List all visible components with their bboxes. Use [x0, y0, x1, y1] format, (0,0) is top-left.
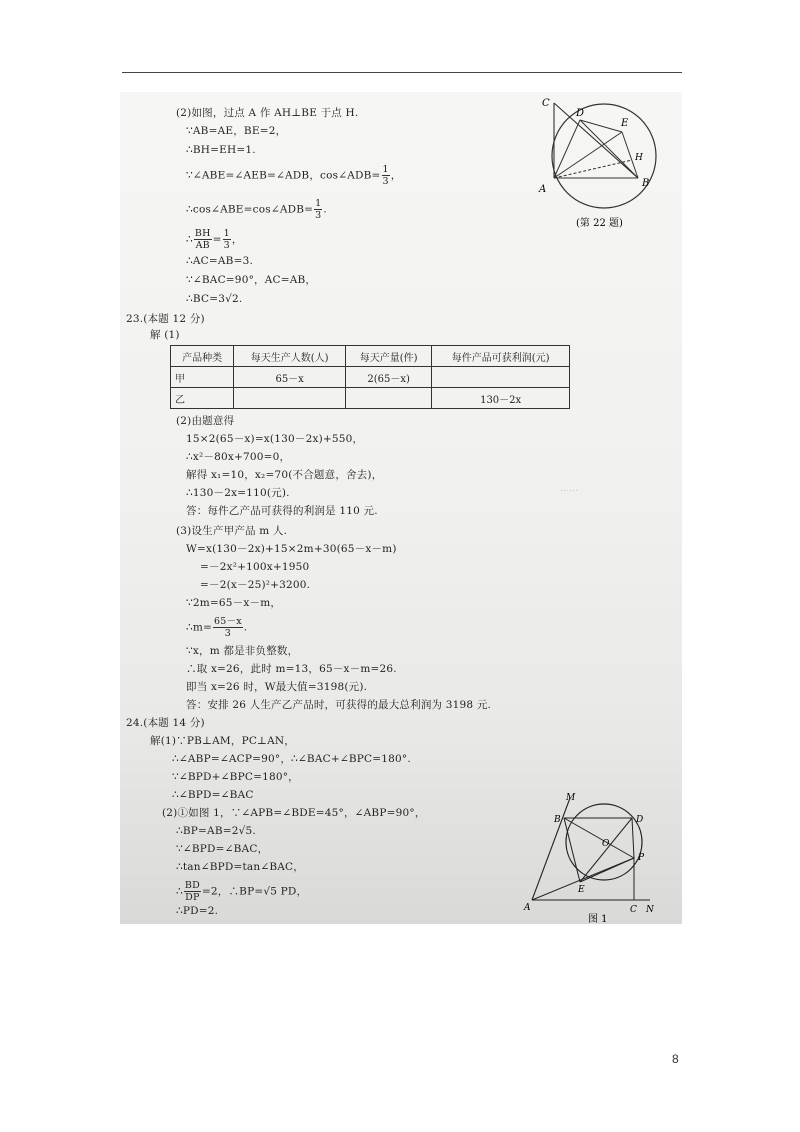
- p22-line: ∴AC=AB=3.: [186, 255, 254, 267]
- fig1-label: A: [524, 903, 531, 913]
- p22-line: (2)如图，过点 A 作 AH⊥BE 于点 H.: [176, 107, 359, 119]
- q24-header: 24.(本题 14 分): [126, 717, 205, 729]
- table-cell: 乙: [171, 388, 234, 409]
- p22-text: ∵∠ABE=∠AEB=∠ADB，cos∠ADB=: [186, 169, 381, 182]
- q23-line: 答：每件乙产品可获得的利润是 110 元.: [186, 505, 378, 517]
- table-cell: 130－2x: [432, 388, 570, 409]
- q23-solution-label: 解 (1): [150, 329, 180, 341]
- q23-line: 答：安排 26 人生产乙产品时，可获得的最大总利润为 3198 元.: [186, 699, 492, 711]
- q24-line: 解(1)∵PB⊥AM，PC⊥AN，: [150, 735, 296, 747]
- fig1-label: M: [566, 793, 576, 803]
- fig1-label: O: [602, 839, 610, 849]
- q23-line: 即当 x=26 时，W最大值=3198(元).: [186, 681, 368, 693]
- figure-problem-22: [534, 98, 674, 248]
- fraction: $\frac{1}{3}$: [382, 164, 389, 187]
- q23-line: ∵x，m 都是非负整数，: [186, 645, 299, 657]
- table-cell: [432, 367, 570, 388]
- table-cell: [234, 388, 346, 409]
- q24-line: ∵∠BPD+∠BPC=180°，: [172, 771, 299, 783]
- table-header-cell: 产品种类: [171, 346, 234, 367]
- q24-line: ∴PD=2.: [176, 905, 219, 917]
- fig22-label: C: [542, 98, 550, 109]
- fig1-caption: 图 1: [588, 914, 608, 924]
- fig22-label: E: [621, 118, 629, 129]
- q24-line: ∴BP=AB=2√5.: [176, 825, 256, 837]
- q24-line: ∴∠BPD=∠BAC: [172, 789, 254, 801]
- table-cell: [346, 388, 432, 409]
- p22-line: ∴cos∠ABE=cos∠ADB= $\frac{1}{3}$ .: [186, 198, 327, 221]
- q23-line: ∴m= $\frac{65-x}{3}$ .: [186, 616, 248, 639]
- fraction: $\frac{65-x}{3}$: [214, 616, 242, 639]
- table-cell: 2(65－x): [346, 367, 432, 388]
- q23-line: =－2x²+100x+1950: [200, 561, 310, 573]
- q23-line: ∴130－2x=110(元).: [186, 487, 290, 499]
- bleed-through-text: ……: [560, 484, 578, 494]
- q23-line: ∴取 x=26，此时 m=13，65－x－m=26.: [186, 663, 397, 675]
- q23-line: 解得 x₁=10，x₂=70(不合题意，舍去)，: [186, 469, 383, 481]
- fig1-label: D: [636, 815, 644, 825]
- q23-line: ∴x²－80x+700=0，: [186, 451, 291, 463]
- p22-line: ∵∠ABE=∠AEB=∠ADB，cos∠ADB= $\frac{1}{3}$ ，: [186, 164, 402, 187]
- q23-line: 15×2(65－x)=x(130－2x)+550，: [186, 433, 364, 445]
- table-header-cell: 每天产量(件): [346, 346, 432, 367]
- q23-line: (3)设生产甲产品 m 人.: [176, 525, 288, 537]
- fig1-label: E: [578, 885, 585, 895]
- q23-header: 23.(本题 12 分): [126, 313, 205, 325]
- fig1-label: C: [630, 905, 637, 915]
- fraction: $\frac{1}{3}$: [223, 228, 230, 251]
- page-number: 8: [672, 1052, 679, 1066]
- p22-line: ∴ $\frac{BH}{AB}$ = $\frac{1}{3}$ ，: [186, 228, 243, 251]
- fig22-label: B: [642, 178, 650, 189]
- fig22-caption: (第 22 题): [576, 218, 623, 229]
- q23-line: ∵2m=65－x－m，: [186, 597, 282, 609]
- q24-line: ∴ $\frac{BD}{DP}$ =2，∴BP=√5 PD，: [176, 880, 308, 903]
- fig22-label: H: [635, 153, 643, 163]
- table-row: [171, 367, 570, 388]
- fig22-label: D: [576, 108, 585, 119]
- q23-line: W=x(130－2x)+15×2m+30(65－x－m): [186, 543, 397, 555]
- fig1-label: B: [554, 815, 561, 825]
- table-header-cell: 每件产品可获利润(元): [432, 346, 570, 367]
- fraction: $\frac{1}{3}$: [315, 198, 322, 221]
- p22-line: ∵AB=AE，BE=2，: [186, 125, 287, 137]
- p22-line: ∵∠BAC=90°，AC=AB，: [186, 274, 317, 286]
- header-rule: [122, 72, 682, 73]
- p22-text: ∴cos∠ABE=cos∠ADB=: [186, 203, 314, 216]
- q23-line: (2)由题意得: [176, 415, 235, 427]
- fig22-label: A: [539, 184, 547, 195]
- table-row: [171, 388, 570, 409]
- scanned-page: [120, 92, 682, 924]
- table-cell: 甲: [171, 367, 234, 388]
- table-header-row: [171, 346, 570, 367]
- fraction: $\frac{BD}{DP}$: [184, 880, 200, 903]
- profit-table: [170, 345, 570, 409]
- p22-line: ∴BH=EH=1.: [186, 144, 256, 156]
- table-header-cell: 每天生产人数(人): [234, 346, 346, 367]
- table-cell: 65－x: [234, 367, 346, 388]
- q24-line: ∴∠ABP=∠ACP=90°，∴∠BAC+∠BPC=180°.: [172, 753, 411, 765]
- q24-line: ∴tan∠BPD=tan∠BAC，: [176, 861, 304, 873]
- q23-line: =－2(x－25)²+3200.: [200, 579, 311, 591]
- p22-line: ∴BC=3√2.: [186, 293, 243, 305]
- q24-line: (2)①如图 1，∵∠APB=∠BDE=45°，∠ABP=90°，: [162, 807, 426, 819]
- fig1-label: P: [638, 853, 645, 863]
- q24-line: ∵∠BPD=∠BAC，: [176, 843, 269, 855]
- fraction: $\frac{BH}{AB}$: [194, 228, 211, 251]
- figure-1: [522, 792, 672, 924]
- fig1-label: N: [646, 905, 654, 915]
